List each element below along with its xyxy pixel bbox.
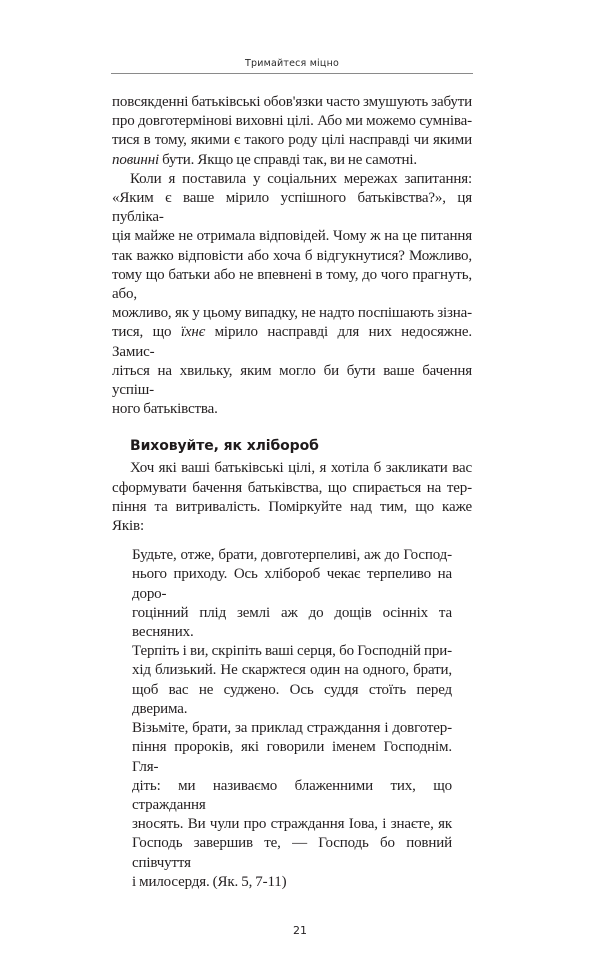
paragraph-2 — [112, 170, 472, 420]
section-heading: Виховуйте, як хлібороб — [130, 438, 319, 455]
page-body — [112, 93, 472, 892]
quote-line: піння пророків, які говорили іменем Господнім. Гля- — [132, 739, 452, 775]
quote-line: діть: ми називаємо блаженними тих, що страждання — [132, 777, 452, 813]
text-line: сформувати бачення батьківства, що спирається на тер- — [112, 479, 472, 496]
page-number: 21 — [293, 923, 307, 937]
text-fragment: мірило насправді для них недосяжне. Замис- — [112, 324, 473, 360]
text-line: повсякденні батьківські обов'язки часто змушують забути — [112, 94, 472, 110]
quote-line: Господь завершив те, — Господь бо повний співчуття — [132, 835, 452, 871]
text-line: тому що батьки або не впевнені в тому, до чого прагнуть, або, — [112, 266, 472, 303]
header-rule-divider — [111, 73, 473, 74]
text-line — [112, 323, 472, 361]
text-line: про довготермінові виховні цілі. Або ми можемо сумніва- — [112, 113, 472, 130]
quote-line: і милосердя. (Як. 5, 7-11) — [132, 873, 287, 890]
quote-line: Візьміте, брати, за приклад страждання і довготер- — [132, 720, 452, 737]
text-line — [112, 151, 472, 170]
quote-line: щоб вас не суджено. Ось суддя стоїть перед дверима. — [132, 681, 452, 717]
emphasis-text: їхнє — [180, 324, 206, 341]
text-line: тися в тому, якими є такого роду цілі насправді чи якими — [112, 132, 472, 149]
paragraph-3 — [112, 459, 472, 536]
text-line: так важко відповісти або хоча б відгукнутися? Можливо, — [112, 247, 472, 264]
quote-line: Будьте, отже, брати, довготерпеливі, аж до Господ- — [132, 547, 452, 564]
paragraph-1 — [112, 93, 472, 170]
quote-line: Терпіть і ви, скріпіть ваші серця, бо Господній при- — [132, 643, 452, 660]
text-line: піння та витривалість. Поміркуйте над тим, що каже Яків: — [112, 498, 472, 535]
text-line: ного батьківства. — [112, 401, 218, 418]
running-head: Тримайтеся міцно — [244, 58, 339, 69]
quote-line: хід близький. Не скаржтеся один на одного, брати, — [132, 662, 452, 679]
text-line: Коли я поставила у соціальних мережах запитання: — [130, 170, 472, 187]
text-fragment: тися, що — [112, 324, 181, 341]
quote-line: нього приходу. Ось хлібороб чекає терпеливо на доро- — [132, 566, 452, 602]
block-quote — [132, 546, 452, 892]
text-line: літься на хвильку, яким могло би бути ваше бачення успіш- — [112, 362, 472, 399]
text-line: ція майже не отримала відповідей. Чому ж на це питання — [112, 228, 472, 245]
quote-line: зносять. Ви чули про страждання Іова, і знаєте, як — [132, 816, 452, 833]
quote-line: гоцінний плід землі аж до дощів осінніх та весняних. — [132, 604, 452, 641]
text-line: «Яким є ваше мірило успішного батьківства?», ця публіка- — [112, 190, 472, 226]
text-fragment: бути. Якщо це справді так, ви не самотні. — [159, 151, 418, 168]
text-line: Хоч які ваші батьківські цілі, я хотіла б закликати вас — [130, 460, 472, 477]
emphasis-text: повинні — [112, 151, 160, 168]
text-line: можливо, як у цьому випадку, не надто поспішають зізна- — [112, 305, 472, 322]
